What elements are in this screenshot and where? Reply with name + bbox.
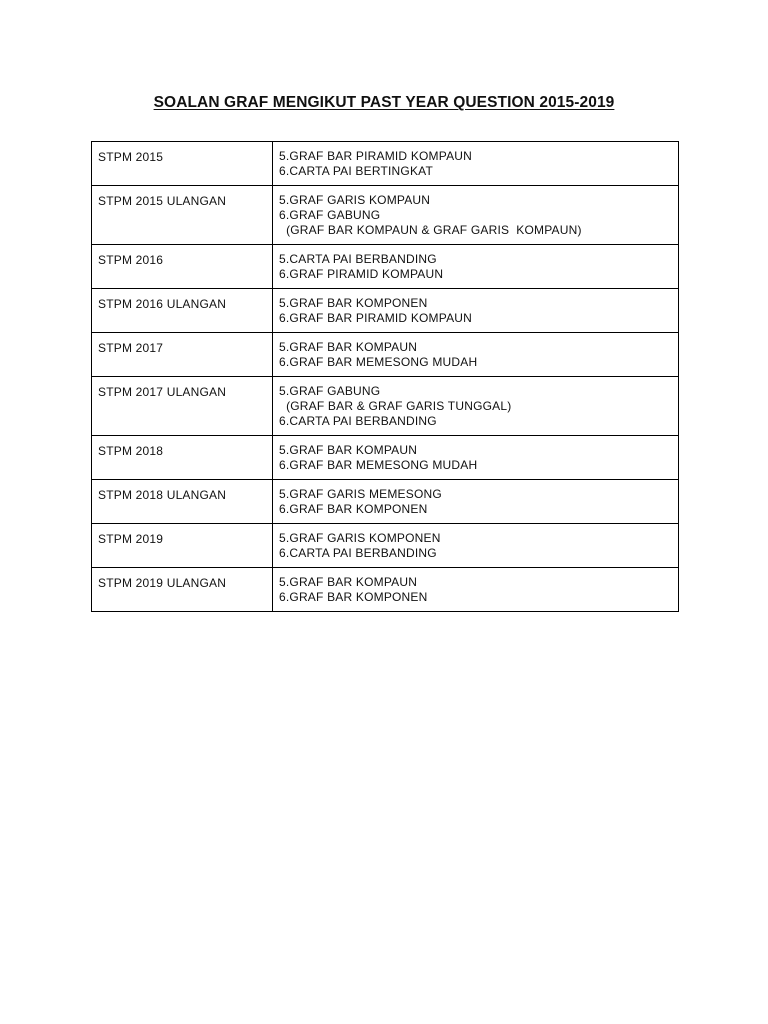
exam-year-label: STPM 2019 ULANGAN [98, 576, 227, 590]
graph-topics-cell [273, 524, 679, 568]
exam-year-label: STPM 2018 [98, 444, 164, 458]
graph-topic-item: 5.CARTA PAI BERBANDING [279, 252, 437, 266]
table-row [92, 142, 679, 186]
exam-year-label: STPM 2017 ULANGAN [98, 385, 227, 399]
graph-topic-item: 6.CARTA PAI BERTINGKAT [279, 164, 433, 178]
exam-year-cell [92, 289, 273, 333]
exam-year-cell [92, 480, 273, 524]
table-row [92, 524, 679, 568]
exam-year-cell [92, 524, 273, 568]
graph-topic-item: 6.GRAF BAR PIRAMID KOMPAUN [279, 311, 473, 325]
graph-topic-item: 5.GRAF GARIS MEMESONG [279, 487, 442, 501]
graph-topic-item: 5.GRAF BAR KOMPAUN [279, 443, 418, 457]
graph-topics-cell [273, 333, 679, 377]
exam-year-cell [92, 333, 273, 377]
exam-year-label: STPM 2015 [98, 150, 164, 164]
table-row [92, 480, 679, 524]
exam-year-cell [92, 436, 273, 480]
graph-topics-cell [273, 377, 679, 436]
exam-year-cell [92, 568, 273, 612]
table-row [92, 289, 679, 333]
graph-topic-item: 6.GRAF PIRAMID KOMPAUN [279, 267, 444, 281]
graph-topics-cell [273, 142, 679, 186]
table-row [92, 436, 679, 480]
graph-topic-item: 6.GRAF BAR KOMPONEN [279, 502, 428, 516]
graph-topic-item: 5.GRAF GARIS KOMPAUN [279, 193, 431, 207]
graph-topics-cell [273, 245, 679, 289]
table-row [92, 186, 679, 245]
graph-topic-item: 6.GRAF BAR MEMESONG MUDAH [279, 355, 478, 369]
graph-topics-cell [273, 186, 679, 245]
graph-topics-cell [273, 436, 679, 480]
exam-year-cell [92, 245, 273, 289]
graph-topic-item: 5.GRAF GABUNG [279, 384, 381, 398]
graph-topic-item: 5.GRAF BAR KOMPAUN [279, 340, 418, 354]
table-row [92, 333, 679, 377]
graph-topic-item: (GRAF BAR & GRAF GARIS TUNGGAL) [279, 399, 512, 413]
exam-year-label: STPM 2016 ULANGAN [98, 297, 227, 311]
graph-topics-cell [273, 289, 679, 333]
exam-year-label: STPM 2018 ULANGAN [98, 488, 227, 502]
graph-topic-item: 5.GRAF BAR KOMPONEN [279, 296, 428, 310]
graph-topic-item: 6.GRAF BAR MEMESONG MUDAH [279, 458, 478, 472]
exam-year-label: STPM 2015 ULANGAN [98, 194, 227, 208]
exam-year-label: STPM 2019 [98, 532, 164, 546]
table-row [92, 377, 679, 436]
exam-year-label: STPM 2017 [98, 341, 164, 355]
graph-topics-cell [273, 480, 679, 524]
table-body [92, 142, 679, 612]
past-year-question-table [91, 141, 679, 612]
exam-year-cell [92, 377, 273, 436]
graph-topic-item: 5.GRAF GARIS KOMPONEN [279, 531, 441, 545]
graph-topic-item: 6.CARTA PAI BERBANDING [279, 546, 437, 560]
graph-topics-cell [273, 568, 679, 612]
page-title: SOALAN GRAF MENGIKUT PAST YEAR QUESTION 2015-2019 [153, 94, 615, 111]
table-row [92, 568, 679, 612]
graph-topic-item: 5.GRAF BAR PIRAMID KOMPAUN [279, 149, 473, 163]
graph-topic-item: 6.GRAF BAR KOMPONEN [279, 590, 428, 604]
graph-topic-item: 6.GRAF GABUNG [279, 208, 381, 222]
exam-year-cell [92, 142, 273, 186]
graph-topic-item: (GRAF BAR KOMPAUN & GRAF GARIS KOMPAUN) [279, 223, 582, 237]
table-row [92, 245, 679, 289]
graph-topic-item: 6.CARTA PAI BERBANDING [279, 414, 437, 428]
graph-topic-item: 5.GRAF BAR KOMPAUN [279, 575, 418, 589]
exam-year-cell [92, 186, 273, 245]
exam-year-label: STPM 2016 [98, 253, 164, 267]
